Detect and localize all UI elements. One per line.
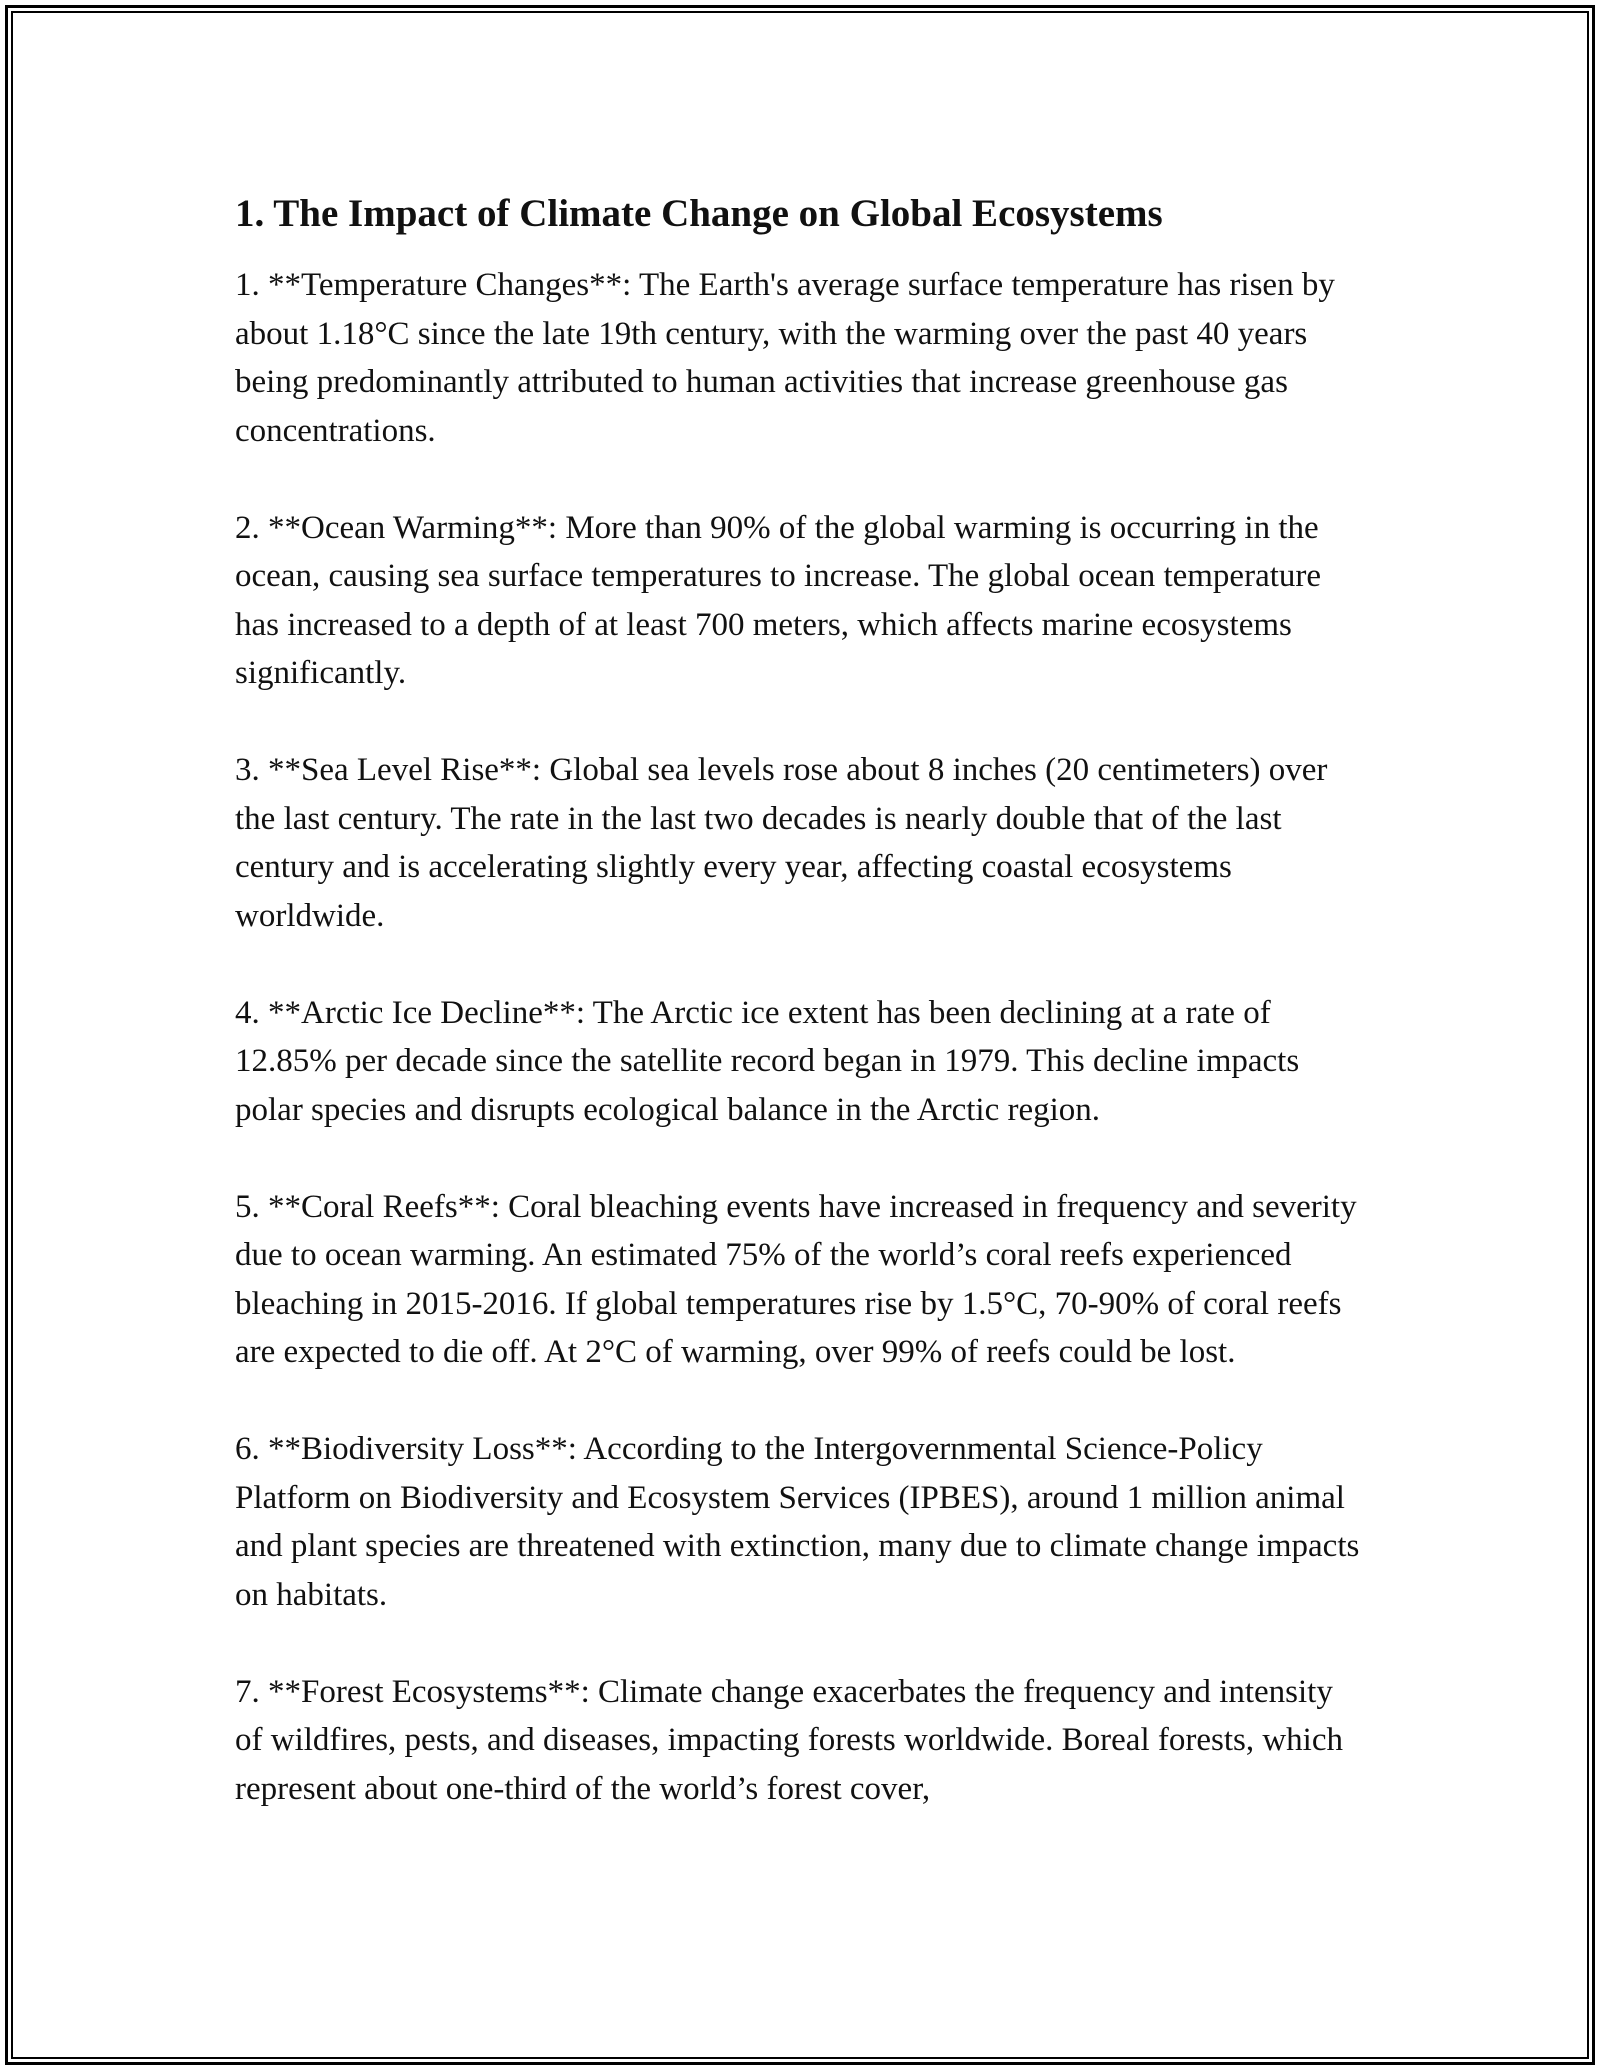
paragraph-coral-reefs: 5. **Coral Reefs**: Coral bleaching events have increased in frequency and severity due to ocean warming. An estimated 75% of the world’s coral reefs experienced bleaching in 2015-2016. If global temperatures rise by 1.5°C, 70-90% of coral reefs are expected to die off. At 2°C of warming, over 99% of reefs could be lost. xyxy=(235,1188,1357,1370)
paragraph-temperature-changes: 1. **Temperature Changes**: The Earth's average surface temperature has risen by about 1.18°C since the late 19th century, with the warming over the past 40 years being predominantly attributed to human activities that increase greenhouse gas concentrations. xyxy=(235,267,1335,449)
page-title: 1. The Impact of Climate Change on Global Ecosystems xyxy=(235,192,1163,235)
paragraph-ocean-warming: 2. **Ocean Warming**: More than 90% of the global warming is occurring in the ocean, causing sea surface temperatures to increase. The global ocean temperature has increased to a depth of at least 700 meters, which affects marine ecosystems significantly. xyxy=(235,509,1322,691)
paragraph-forest-ecosystems: 7. **Forest Ecosystems**: Climate change exacerbates the frequency and intensity of wildfires, pests, and diseases, impacting forests worldwide. Boreal forests, which represent about one-third of the world’s forest cover, xyxy=(235,1673,1343,1807)
paragraph-sea-level-rise: 3. **Sea Level Rise**: Global sea levels rose about 8 inches (20 centimeters) over the last century. The rate in the last two decades is nearly double that of the last century and is accelerating slightly every year, affecting coastal ecosystems worldwide. xyxy=(235,752,1328,934)
document-body xyxy=(235,183,1365,1862)
paragraph-biodiversity-loss: 6. **Biodiversity Loss**: According to the Intergovernmental Science-Policy Platform on Biodiversity and Ecosystem Services (IPBES), around 1 million animal and plant species are threatened with extinction, many due to climate change impacts on habitats. xyxy=(235,1431,1360,1613)
paragraph-arctic-ice-decline: 4. **Arctic Ice Decline**: The Arctic ice extent has been declining at a rate of 12.85% per decade since the satellite record began in 1979. This decline impacts polar species and disrupts ecological balance in the Arctic region. xyxy=(235,994,1300,1128)
